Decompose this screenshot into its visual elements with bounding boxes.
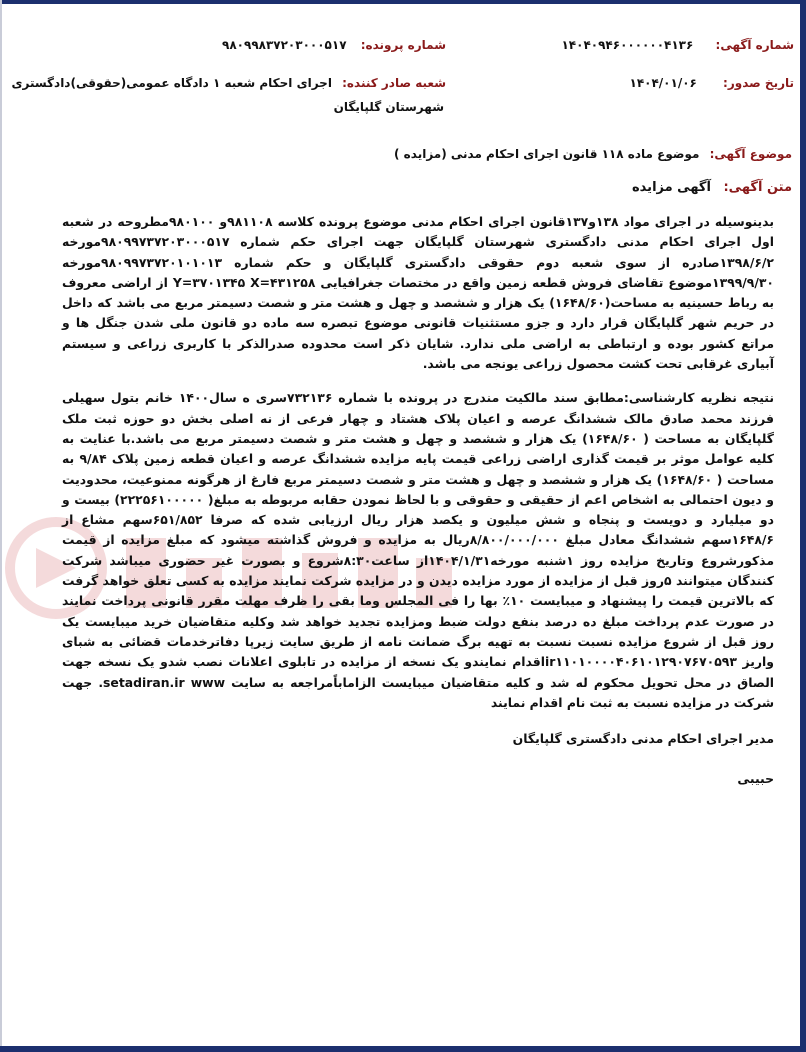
top-border: [0, 0, 806, 4]
notice-body: [62, 212, 774, 790]
ad-number-label: شماره آگهی:: [715, 38, 794, 52]
issuer-label: شعبه صادر کننده:: [342, 76, 446, 90]
signature-title: مدیر اجرای احکام مدنی دادگستری گلپایگان: [512, 731, 774, 747]
issuer-row: [11, 76, 446, 90]
subject-row: [394, 147, 792, 161]
signature-name: حبیبی: [737, 771, 774, 787]
subject-value: موضوع ماده ۱۱۸ قانون اجرای احکام مدنی (مزایده ): [394, 147, 700, 161]
case-number-row: [222, 38, 446, 52]
right-border: [800, 0, 806, 1052]
issuer-line1: اجرای احکام شعبه ۱ دادگاه عمومی(حقوقی)دادگستری: [11, 76, 332, 90]
issue-date-value: ۱۴۰۴/۰۱/۰۶: [629, 76, 697, 90]
case-number-value: ۹۸۰۹۹۸۳۷۲۰۳۰۰۰۵۱۷: [222, 38, 347, 52]
paragraph-expert-opinion: نتیجه نظریه کارشناسی:مطابق سند مالکیت مندرج در پرونده با شماره ۷۳۲۱۳۶سری ه سال۱۴۰۰ خانم بتول سهیلی فرزند محمد صادق مالک ششدانگ عرصه و اعیان پلاک هشتاد و چهار فرعی از نه اصلی بخش دو حوزه ثبت ملک گلپایگان به مساحت ( ۱۶۴۸/۶۰) یک هزار و ششصد و چهل و هشت متر و شصت دسیمتر مربع می باشد.با عنایت به کلیه عوامل موثر بر قیمت گذاری اراضی زراعی قیمت پایه مزایده ششدانگ عرصه و اعیان قطعه زمین پلاک ۹/۸۴ به مساحت ( ۱۶۴۸/۶۰) یک هزار و ششصد و چهل و هشت متر و شصت دسیمتر مربع فارغ از هرگونه ممنوعیت، محدودیت و دیون احتمالی به اشخاص اعم از حقیقی و حقوقی و با لحاظ نمودن حقابه مربوطه به مبلغ( ۲۲۲۵۶۱۰۰۰۰۰) بیست و دو میلیارد و دویست و پنجاه و شش میلیون و یکصد هزار ریال ارزیابی شده که صرفا ۶۵۱/۸۵۲سهم مشاع از ۱۶۴۸/۶سهم ششدانگ معادل مبلغ ۸/۸۰۰/۰۰۰/۰۰۰ریال به مزایده و فروش گذاشته میشود که مبلغ مزایده از قیمت مذکورشروع وتاریخ مزایده روز ۱شنبه مورخه۱۴۰۴/۱/۳۱از ساعت۸:۳۰شروع و بصورت غیر حضوری میباشد شرکت کنندگان میتوانند ۵روز قبل از مزایده از مورد مزایده دیدن و در مزایده شرکت نمایند مزایده به کسی تعلق خواهد گرفت که بالاترین قیمت را پیشنهاد و میبایست ۱۰٪ بها را فی المجلس وما بقی را ظرف مهلت مقرر قانونی پرداخت نمایند در صورت عدم پرداخت مبلغ ده درصد بنفع دولت ضبط ومزایده تجدید خواهد شد وکلیه متقاضیان خرید میبایست یک روز قبل از شروع مزایده نسبت نسبت به تهیه برگ ضمانت نامه از طریق سایت زیرپا دفاترخدمات قضائی به شبای واریز ir۱۱۰۱۰۰۰۰۴۰۶۱۰۱۲۹۰۷۶۷۰۵۹۳اقدام نمایندو یک نسخه از مزایده در تابلوی اعلانات نصب شدو یک نسخه جهت الصاق در محل تحویل محکوم له شد و کلیه متقاضیان میبایست الزاماباًمراجعه به سایت setadiran.ir www. جهت شرکت در مزایده نسبت به ثبت نام اقدام نمایند: [62, 390, 775, 710]
text-label: متن آگهی:: [723, 180, 792, 195]
issue-date-row: [630, 76, 795, 90]
text-title: آگهی مزایده: [632, 180, 711, 195]
issuer-line2: شهرستان گلپایگان: [333, 100, 444, 114]
case-number-label: شماره پرونده:: [360, 38, 446, 52]
text-title-row: [632, 180, 792, 195]
issue-date-label: تاریخ صدور:: [723, 76, 794, 90]
subject-label: موضوع آگهی:: [709, 147, 792, 161]
ad-number-row: [561, 38, 794, 52]
left-border: [0, 0, 2, 1052]
ad-number-value: ۱۴۰۴۰۹۴۶۰۰۰۰۰۰۴۱۳۶: [561, 38, 694, 52]
paragraph-land-description: بدینوسیله در اجرای مواد ۱۳۸و۱۳۷قانون اجرای احکام مدنی موضوع پرونده کلاسه ۹۸۱۱۰۸و ۹۸۰۱۰۰مطروحه در شعبه اول اجرای احکام مدنی دادگستری شهرستان گلپایگان جهت اجرای حکم شماره ۹۸۰۹۹۷۳۷۲۰۳۰۰۰۵۱۷مورخه ۱۳۹۸/۶/۲صادره از سوی شعبه دوم حقوقی دادگستری گلپایگان و حکم شماره ۹۸۰۹۹۷۳۷۲۰۱۰۱۰۱۳مورخه ۱۳۹۹/۹/۳۰موضوع تقاضای فروش قطعه زمین واقع در مختصات جغرافیایی Y=۳۷۰۱۳۴۵ X=۴۳۱۲۵۸ از اراضی معروف به رباط حسینیه به مساحت(۱۶۴۸/۶۰) یک هزار و ششصد و چهل و هشت متر و شصت دسیمتر مربع می باشد که داخل در حریم شهر گلپایگان قرار دارد و جزو مستثنیات قانونی موضوع تبصره سه ماده دو قانون ملی شدن جنگل ها و مراتع کشور بوده و ارتباطی به اراضی ملی ندارد. شایان ذکر است محدوده صدرالذکر با کاربری زراعی و سیستم آبیاری غرقابی تحت کشت محصول زراعی یونجه می باشد.: [62, 214, 775, 372]
bottom-border: [0, 1046, 806, 1052]
